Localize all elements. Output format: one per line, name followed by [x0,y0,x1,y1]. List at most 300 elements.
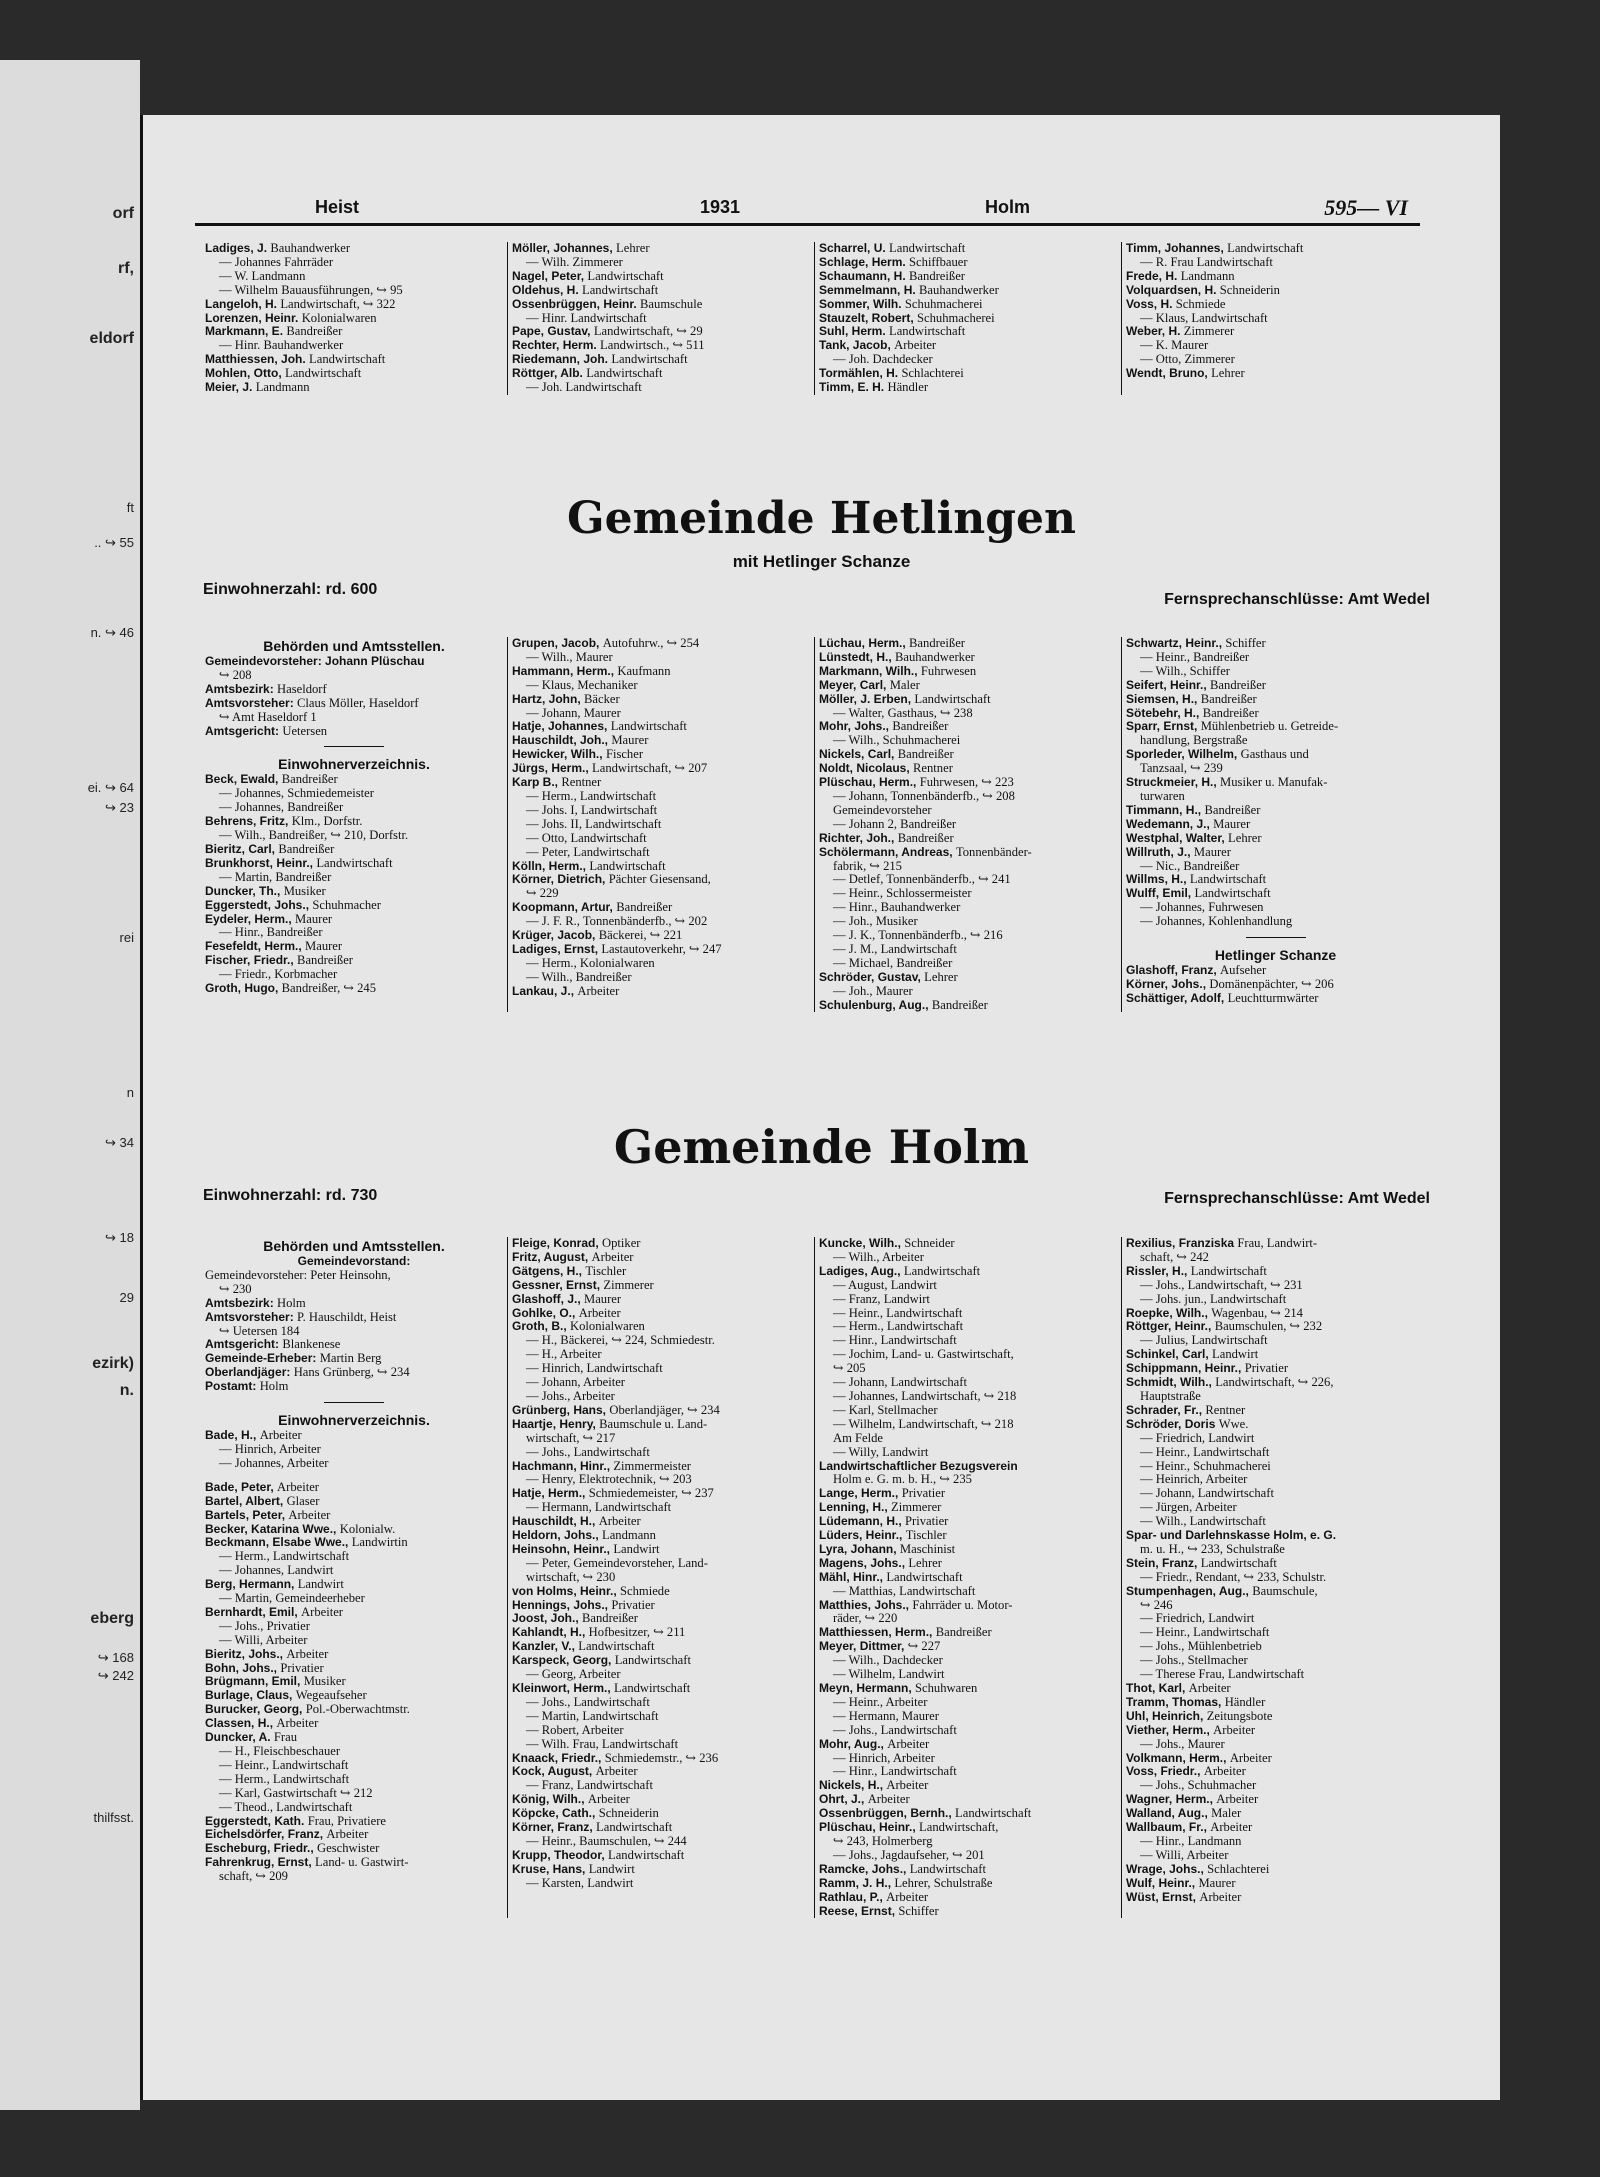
resident-entry [1126,339,1425,353]
occupation: Bandreißer [931,998,988,1012]
resident-entry [205,1380,503,1394]
occupation: Schlachterei [901,367,964,381]
resident-entry [512,637,810,651]
resident-entry [1126,1724,1425,1738]
divider [324,1402,384,1403]
resident-entry [1126,707,1425,721]
given-name: — Peter, [526,1556,574,1570]
resident-name: Nickels, Carl, [819,748,898,762]
resident-name: Volquardsen, H. [1126,283,1220,297]
resident-name: Gohlke, O., [512,1306,579,1320]
header-right: Holm [985,197,1030,217]
resident-entry [819,1849,1117,1863]
resident-entry [512,1320,810,1334]
resident-name: Meyn, Hermann, [819,1682,916,1695]
resident-name: Hachmann, Hinr., [512,1459,614,1473]
resident-name: Wagner, Herm., [1126,1793,1217,1807]
given-name: — Franz, [833,1292,884,1306]
resident-entry [1126,651,1425,665]
given-name: — Johs., [526,1445,574,1459]
resident-entry [1126,1320,1425,1334]
resident-entry [512,1265,810,1279]
given-name: — Wilhelm [219,283,282,297]
occupation: Landwirtschaft [276,1800,353,1814]
occupation: Holm [259,1380,289,1394]
continuation-line: ↪ 205 [833,1362,866,1376]
occupation: Bandreißer [896,956,953,970]
resident-name: Schmidt, Wilh., [1126,1376,1216,1390]
directory-column [201,242,508,395]
resident-entry [512,381,810,395]
resident-entry [1126,1307,1425,1321]
occupation: Arbeiter [886,1890,929,1904]
occupation: Bandreißer [900,817,957,831]
resident-name: Amtsbezirk: [205,682,278,696]
given-name: — Joh. [526,381,566,395]
resident-entry [205,871,503,885]
facing-page-text: eberg [90,1610,134,1627]
occupation: Arbeiter [892,1751,935,1765]
resident-name: Fischer, Friedr., [205,954,298,968]
column-heading: Hetlinger Schanze [1214,947,1337,964]
resident-entry [205,353,503,367]
occupation: Arbeiter [1213,1723,1256,1737]
occupation: Bandreißer [582,1612,638,1626]
resident-entry [1126,1793,1425,1807]
resident-name: Amtsvorsteher: [205,696,298,710]
occupation: Bandreißer [287,801,344,815]
given-name: — Heinr., [219,1758,273,1772]
resident-name: Röttger, Alb. [512,367,587,381]
given-name: — Johann, [526,1376,584,1390]
resident-name: Wedemann, J., [1126,817,1214,831]
resident-name: Eichelsdörfer, Franz, [205,1828,327,1842]
resident-entry [819,1529,1117,1543]
resident-entry [819,1501,1117,1515]
occupation: Arbeiter [581,1723,624,1737]
resident-name: Reese, Ernst, [819,1904,899,1918]
occupation: Privatier [611,1598,655,1612]
resident-name: Tormählen, H. [819,367,902,381]
resident-entry [205,325,503,339]
resident-entry [512,1835,810,1849]
resident-name: Lenning, H., [819,1501,891,1515]
resident-entry [819,1390,1117,1404]
resident-name: Nagel, Peter, [512,269,588,283]
resident-name: Lange, Herm., [819,1487,902,1501]
resident-name: Bohn, Johs., [205,1661,281,1675]
resident-name: Körner, Johs., [1126,977,1210,991]
resident-entry [512,1515,810,1529]
resident-entry [512,790,810,804]
given-name: — Walter, [833,706,888,720]
occupation: Frau, Landwirtschaft [572,1737,679,1751]
resident-entry [819,1585,1117,1599]
occupation: Landwirtschaft [565,381,642,395]
resident-entry [512,1654,810,1668]
occupation: Maurer [1193,845,1231,859]
occupation: Landwirtschaft [594,1501,672,1515]
given-name: — Detlef, [833,873,887,887]
resident-entry [1126,1626,1425,1640]
resident-entry [512,901,810,915]
resident-name: Amtsgericht: [205,724,283,738]
resident-entry [205,1828,503,1842]
occupation: Landwirtschaft [1193,1445,1270,1459]
resident-name: Willms, H., [1126,873,1190,887]
occupation: Landwirt [890,1278,937,1292]
occupation: Landwirtschaft [614,1654,691,1668]
resident-entry [1126,665,1425,679]
resident-name: Riedemann, Joh. [512,353,612,367]
resident-entry [512,353,810,367]
resident-name: Mähl, Hinr., [819,1570,887,1584]
resident-entry [1126,992,1425,1006]
given-name: — Wilh. [526,255,573,269]
resident-entry [1126,1404,1425,1418]
resident-entry [205,1787,503,1801]
occupation: Privatier [266,1619,310,1633]
continuation-line: m. u. H., ↪ 233, Schulstraße [1140,1542,1285,1556]
given-name: — J. M., [833,942,881,956]
occupation: Landwirtschaft [309,353,386,367]
occupation: Arbeiter [265,1633,308,1647]
given-name: — Hinr. [526,311,571,325]
occupation: Jagdaufseher, ↪ 201 [880,1848,985,1862]
resident-name: Heldorn, Johs., [512,1529,603,1543]
continuation-line: ↪ 208 [219,668,252,682]
resident-entry [512,915,810,929]
occupation: Landwirtschaft, [919,1821,999,1835]
resident-name: Bieritz, Johs., [205,1647,287,1661]
resident-name: Ohrt, J., [819,1793,868,1807]
resident-entry [1126,1418,1425,1432]
resident-entry [1126,860,1425,874]
given-name: — Jürgen, [1140,1501,1195,1515]
given-name: — Johannes, [1140,901,1209,915]
resident-entry [512,1487,810,1501]
occupation: Landwirt [883,1292,930,1306]
occupation: Rentner [913,762,953,776]
occupation: Arbeiter [887,1737,930,1751]
given-name: — Otto, [1140,353,1185,367]
given-name: — Johannes, [1140,915,1209,929]
resident-entry [512,1404,810,1418]
occupation: Lehrer [924,970,958,984]
occupation: Kolonialwaren [570,1320,645,1334]
resident-name: Bartels, Peter, [205,1508,289,1522]
resident-entry [819,665,1117,679]
header-year: 1931 [700,197,741,217]
occupation: Händler [887,381,929,395]
resident-entry [205,1338,503,1352]
occupation: Schuhmacherei [882,734,961,748]
occupation: Bandreißer [575,970,632,984]
occupation: Glaser [286,1494,320,1508]
occupation: Arbeiter [288,1508,331,1522]
resident-entry [205,1648,503,1662]
occupation: Arbeiter [276,1717,319,1731]
given-name: — Hinrich, [526,1362,587,1376]
occupation: Baumschule [640,297,703,311]
facing-page-text: eldorf [89,330,134,347]
resident-entry [1126,1432,1425,1446]
occupation: Baumschule u. Land- [599,1417,708,1431]
resident-name: Kleinwort, Herm., [512,1682,615,1695]
continuation-line: wirtschaft, ↪ 217 [526,1431,616,1445]
resident-entry [512,1752,810,1766]
given-name: — Johann, [833,789,891,803]
resident-entry [819,873,1117,887]
resident-entry [819,381,1117,395]
facing-page-text: ezirk) [92,1355,134,1372]
resident-name: Sommer, Wilh. [819,297,905,311]
resident-entry [205,1297,503,1311]
resident-entry [1126,1891,1425,1905]
occupation: Gemeindevorsteher, Land- [573,1556,708,1570]
resident-entry [205,242,503,256]
resident-name: Amtsbezirk: [205,1296,278,1310]
facing-page-text: rei [119,930,134,945]
occupation: Landwirtschaft, ↪ 218 [901,1389,1017,1403]
resident-entry [512,1640,810,1654]
occupation: Landwirtschaft [589,859,666,873]
resident-entry [1126,1571,1425,1585]
resident-name: Karp B., [512,776,562,790]
occupation: Landwirtschaft [587,269,664,283]
resident-name: Schlage, Herm. [819,255,910,269]
occupation: Stellmacher [877,1403,938,1417]
occupation: Maurer [583,706,621,720]
resident-name: Ossenbrüggen, Heinr. [512,297,641,311]
given-name: — H., [219,1745,254,1758]
occupation: Landwirtschaft [585,817,662,831]
occupation: Rentner [1205,1403,1246,1417]
resident-entry [512,832,810,846]
occupation: Landwirtsch., ↪ 511 [600,339,705,353]
occupation: Zimmerer [891,1501,942,1515]
resident-name: Magens, Johs., [819,1556,909,1570]
occupation: Arbeiter [1194,1501,1237,1515]
occupation: Frau, Landwirt- [1237,1237,1318,1250]
header-left: Heist [315,197,360,217]
given-name: — Friedr., [1140,1570,1196,1584]
resident-name: Glashoff, J., [512,1292,585,1306]
holm-title: Gemeinde Holm [613,1120,1030,1174]
given-name: — Johann, [833,1376,891,1390]
resident-entry [819,818,1117,832]
occupation: Bäckerei, ↪ 224, Schmiedestr. [560,1334,715,1348]
hetlingen-population: Einwohnerzahl: rd. 600 [203,581,378,598]
resident-name: Bieritz, Carl, [205,842,279,856]
resident-entry [512,1279,810,1293]
resident-entry [819,846,1117,860]
given-name: — Johs., [1140,1640,1188,1654]
resident-name: Brunkhorst, Heinr., [205,856,317,870]
occupation: Musiker [875,915,918,929]
occupation: Landwirtschaft [880,1334,957,1348]
directory-page [140,115,1500,2100]
resident-name: Schättiger, Adolf, [1126,991,1228,1005]
resident-entry [512,1362,810,1376]
occupation: Landwirtschaft [899,1584,976,1598]
resident-entry [205,381,503,395]
occupation: Landwirt [882,1445,929,1459]
resident-entry [512,1446,810,1460]
resident-entry [819,353,1117,367]
occupation: Bauausführungen, ↪ 95 [281,283,403,297]
resident-name: Volkmann, Herm., [1126,1751,1230,1765]
resident-entry [1126,242,1425,256]
resident-entry [205,885,503,899]
resident-entry [819,693,1117,707]
given-name: — Martin, [219,870,276,884]
resident-entry [205,857,503,871]
resident-name: Hatje, Herm., [512,1487,589,1501]
occupation: Landwirtschaft [914,692,991,706]
occupation: Leuchtturmwärter [1227,991,1319,1005]
given-name: — Wilhelm, [833,1417,899,1431]
resident-entry [512,1668,810,1682]
occupation: Bandreißer, ↪ 210, Dorfstr. [268,829,409,843]
resident-entry [1126,1752,1425,1766]
resident-name: Tank, Jacob, [819,339,895,353]
resident-entry [1126,1237,1425,1251]
resident-name: Burucker, Georg, [205,1703,306,1717]
occupation: Maurer [1198,1876,1236,1890]
resident-name: Spar- und Darlehnskasse Holm, e. G. [1126,1529,1337,1543]
occupation: Zimmerer [572,255,623,269]
given-name: — Hinrich, [833,1751,893,1765]
resident-entry [512,818,810,832]
resident-name: Meier, J. [205,381,256,395]
occupation: Zimmermeister [613,1459,691,1473]
resident-entry [512,312,810,326]
resident-entry [205,801,503,815]
resident-name: Lüdemann, H., [819,1515,906,1529]
resident-entry [1126,1863,1425,1877]
given-name: — Karl, [219,1786,264,1800]
resident-name: Kölln, Herm., [512,859,590,873]
resident-name: Karspeck, Georg, [512,1654,615,1668]
resident-entry [819,1668,1117,1682]
occupation: Bandreißer [897,831,954,845]
facing-page-text: 29 [119,1290,134,1305]
resident-entry [512,1237,810,1251]
resident-entry [512,1877,810,1891]
resident-entry [1126,776,1425,790]
resident-entry [205,1842,503,1856]
resident-entry [205,367,503,381]
resident-name: Sporleder, Wilhelm, [1126,748,1241,762]
given-name: — Heinr., [526,1834,580,1848]
resident-name: Beckmann, Elsabe Wwe., [205,1536,352,1550]
resident-name: Brügmann, Emil, [205,1675,304,1689]
hetlingen-telephone: Fernsprechanschlüsse: Amt Wedel [1164,591,1430,608]
resident-entry [819,1682,1117,1696]
resident-entry [1126,1668,1425,1682]
resident-name: Stauzelt, Robert, [819,311,918,325]
given-name: — Friedr., [219,968,275,982]
resident-entry [512,679,810,693]
given-name: — H., [526,1334,561,1348]
resident-entry [1126,873,1425,887]
resident-name: Voss, H. [1126,297,1176,311]
resident-name: Hewicker, Wilh., [512,748,606,762]
resident-entry [205,1731,503,1745]
resident-name: Wrage, Johs., [1126,1862,1208,1876]
occupation: Baumschulen, ↪ 244 [579,1834,687,1848]
resident-name: Kuncke, Wilh., [819,1237,905,1250]
given-name: — Julius, [1140,1334,1192,1348]
resident-name: Möller, J. Erben, [819,692,915,706]
continuation-line: wirtschaft, ↪ 230 [526,1570,616,1584]
resident-entry [1126,1265,1425,1279]
occupation: Arbeiter [559,1348,602,1362]
occupation: Schuhmacherei [917,311,995,325]
occupation: Maurer [875,984,913,998]
given-name: — Hinr., [833,1765,881,1779]
occupation: Arbeiter [598,1515,641,1529]
occupation: Arbeiter [1216,1793,1259,1807]
given-name: — Wilh., [833,1250,882,1264]
resident-entry [819,707,1117,721]
occupation: Arbeiter [595,1765,638,1779]
resident-entry [1126,1376,1425,1390]
occupation: Tonnenbänderfb., ↪ 202 [582,915,708,929]
resident-entry [1126,270,1425,284]
resident-entry [205,1592,503,1606]
facing-page-text: n [126,1085,134,1100]
occupation: Frau, Privatiere [307,1814,387,1828]
occupation: Maurer [295,912,333,926]
occupation: Landwirtschaft [611,353,688,367]
resident-name: Matthies, Johs., [819,1598,913,1612]
given-name: — Jochim, [833,1348,892,1362]
resident-name: Nickels, H., [819,1779,887,1793]
occupation: Bäcker [584,692,620,706]
continuation-line: Gemeindevorsteher [833,803,932,817]
facing-page-text: orf [112,205,134,222]
resident-name: Heinsohn, Heinr., [512,1542,614,1556]
directory-column [815,242,1122,395]
continuation-line: ↪ 246 [1140,1598,1173,1612]
resident-name: Wallbaum, Fr., [1126,1821,1211,1835]
resident-name: Grünberg, Hans, [512,1403,610,1417]
occupation: Landwirtschaft [889,325,966,339]
occupation: Schiffer [898,1904,939,1918]
occupation: Bandreißer [297,954,353,968]
resident-entry [1126,1279,1425,1293]
resident-name: Classen, H., [205,1717,277,1731]
occupation: Landwirtschaft [886,1320,964,1334]
resident-entry [512,1557,810,1571]
resident-name: Noldt, Nicolaus, [819,762,914,776]
given-name: — Hinrich, [219,1442,279,1456]
resident-entry [1126,1515,1425,1529]
occupation: Arbeiter [1186,1848,1229,1862]
given-name: — Johs., [833,1723,881,1737]
occupation: Landwirtschaft [272,1550,350,1564]
occupation: Zimmerer [1184,353,1235,367]
occupation: Lastautoverkehr, ↪ 247 [601,942,722,956]
occupation: Lehrer, Schulstraße [894,1876,993,1890]
occupation: Landwirtschaft [570,311,647,325]
resident-name: Kock, August, [512,1765,596,1779]
occupation: Landwirtschaft [1196,255,1273,269]
occupation: Schneiderin [598,1807,659,1821]
occupation: Bandreißer [1210,678,1266,692]
